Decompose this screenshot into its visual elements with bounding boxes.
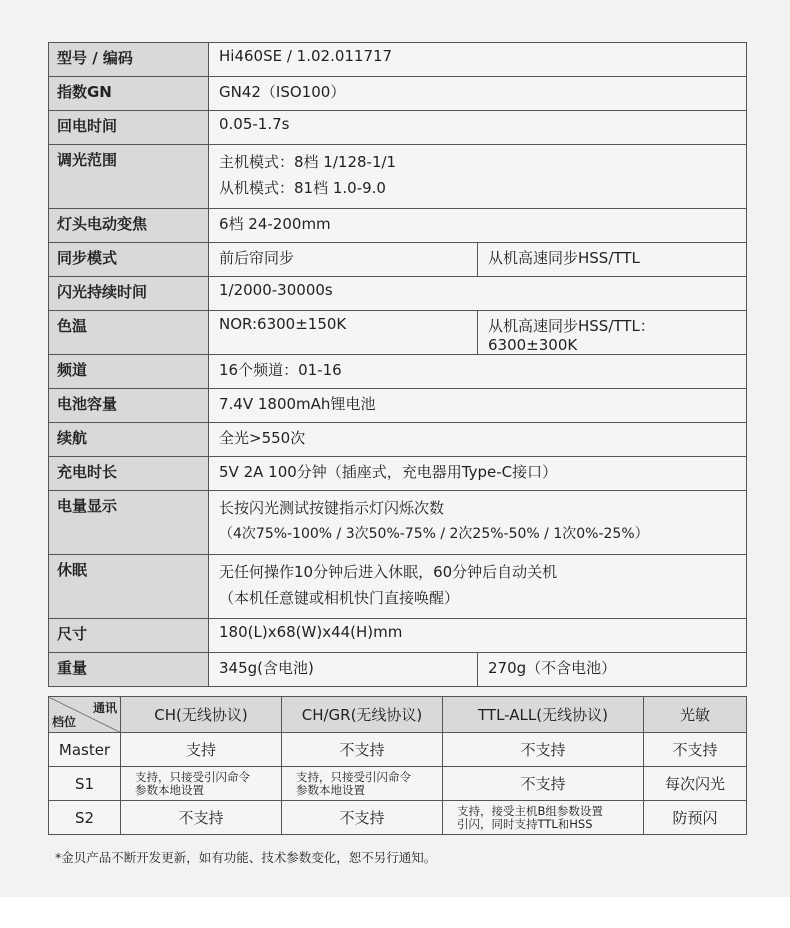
mode-table-cell: 不支持	[282, 801, 443, 835]
spec-label: 灯头电动变焦	[49, 209, 209, 243]
spec-row-guide-number	[49, 77, 747, 111]
mode-table-cell: 不支持	[282, 733, 443, 767]
mode-table-row-s1	[49, 767, 747, 801]
spec-label: 重量	[49, 653, 209, 687]
mode-table-row-master	[49, 733, 747, 767]
mode-table-cell: 不支持	[644, 733, 747, 767]
spec-row-power-display	[49, 491, 747, 555]
spec-row-size	[49, 619, 747, 653]
spec-label: 指数GN	[49, 77, 209, 111]
mode-table-cell	[121, 767, 282, 801]
mode-table-header: CH(无线协议)	[121, 697, 282, 733]
mode-table-mode: S2	[49, 801, 121, 835]
spec-row-zoom	[49, 209, 747, 243]
spec-value: 7.4V 1800mAh锂电池	[209, 389, 747, 423]
mode-table-cell-line: 支持，接受主机B组参数设置	[457, 803, 603, 818]
mode-table-cell	[443, 801, 644, 835]
corner-label-communication: 通讯	[92, 701, 117, 715]
spec-value: 全光>550次	[209, 423, 747, 457]
spec-row-flash-duration	[49, 277, 747, 311]
spec-label: 闪光持续时间	[49, 277, 209, 311]
spec-value: 1/2000-30000s	[209, 277, 747, 311]
spec-value: 从机高速同步HSS/TTL	[478, 243, 747, 277]
corner-label-mode: 档位	[52, 715, 77, 729]
spec-value-line: （本机任意键或相机快门直接唤醒）	[219, 589, 460, 607]
spec-row-color-temp	[49, 311, 747, 355]
spec-label: 色温	[49, 311, 209, 355]
spec-value: 5V 2A 100分钟（插座式，充电器用Type-C接口）	[209, 457, 747, 491]
mode-table-header-row	[49, 697, 747, 733]
spec-row-recycle-time	[49, 111, 747, 145]
spec-value: 0.05-1.7s	[209, 111, 747, 145]
spec-row-channels	[49, 355, 747, 389]
mode-table-row-s2	[49, 801, 747, 835]
mode-table-cell: 防预闪	[644, 801, 747, 835]
mode-table-mode: Master	[49, 733, 121, 767]
mode-table-mode: S1	[49, 767, 121, 801]
spec-row-sync-mode	[49, 243, 747, 277]
mode-table-header: TTL-ALL(无线协议)	[443, 697, 644, 733]
spec-value-line: 主机模式：8档 1/128-1/1	[219, 153, 397, 171]
spec-label: 电池容量	[49, 389, 209, 423]
spec-row-charge-time	[49, 457, 747, 491]
spec-label: 尺寸	[49, 619, 209, 653]
spec-value	[209, 145, 747, 209]
mode-table-cell-line: 支持，只接受引闪命令	[135, 769, 250, 784]
mode-table-cell: 每次闪光	[644, 767, 747, 801]
mode-table-cell-line: 引闪，同时支持TTL和HSS	[457, 816, 593, 831]
spec-value-line: 从机模式：81档 1.0-9.0	[219, 179, 386, 197]
spec-row-power-range	[49, 145, 747, 209]
mode-table-cell: 不支持	[121, 801, 282, 835]
spec-value: GN42（ISO100）	[209, 77, 747, 111]
spec-value-line: 无任何操作10分钟后进入休眠，60分钟后自动关机	[219, 563, 558, 581]
mode-table-cell: 不支持	[443, 767, 644, 801]
spec-label: 电量显示	[49, 491, 209, 555]
spec-label: 充电时长	[49, 457, 209, 491]
spec-row-sleep	[49, 555, 747, 619]
mode-table-corner-cell	[49, 697, 121, 733]
spec-value: NOR:6300±150K	[209, 311, 478, 355]
spec-value-line: （4次75%-100% / 3次50%-75% / 2次25%-50% / 1次0%-25%）	[219, 526, 649, 542]
mode-table-cell-line: 参数本地设置	[135, 782, 204, 797]
spec-label: 休眠	[49, 555, 209, 619]
mode-table-header: CH/GR(无线协议)	[282, 697, 443, 733]
spec-row-endurance	[49, 423, 747, 457]
spec-row-weight	[49, 653, 747, 687]
spec-row-battery	[49, 389, 747, 423]
spec-value	[209, 491, 747, 555]
spec-value: 前后帘同步	[209, 243, 478, 277]
spec-row-model	[49, 43, 747, 77]
mode-table-cell-line: 支持，只接受引闪命令	[296, 769, 411, 784]
spec-label: 回电时间	[49, 111, 209, 145]
mode-table-header: 光敏	[644, 697, 747, 733]
spec-label: 同步模式	[49, 243, 209, 277]
spec-value: 从机高速同步HSS/TTL：6300±300K	[478, 311, 747, 355]
spec-label: 续航	[49, 423, 209, 457]
mode-table-cell-line: 参数本地设置	[296, 782, 365, 797]
mode-table-cell: 不支持	[443, 733, 644, 767]
spec-value	[209, 555, 747, 619]
mode-compatibility-table	[48, 696, 747, 835]
spec-value: 16个频道：01-16	[209, 355, 747, 389]
spec-value: 180(L)x68(W)x44(H)mm	[209, 619, 747, 653]
spec-value-line: 长按闪光测试按键指示灯闪烁次数	[219, 499, 445, 517]
spec-label: 型号 / 编码	[49, 43, 209, 77]
spec-label: 频道	[49, 355, 209, 389]
footnote: *金贝产品不断开发更新，如有功能、技术参数变化，恕不另行通知。	[55, 850, 437, 865]
mode-table-cell: 支持	[121, 733, 282, 767]
mode-table-cell	[282, 767, 443, 801]
spec-value: 345g(含电池)	[209, 653, 478, 687]
spec-value: 270g（不含电池）	[478, 653, 747, 687]
spec-value: Hi460SE / 1.02.011717	[209, 43, 747, 77]
spec-label: 调光范围	[49, 145, 209, 209]
spec-value: 6档 24-200mm	[209, 209, 747, 243]
spec-table	[48, 42, 747, 687]
